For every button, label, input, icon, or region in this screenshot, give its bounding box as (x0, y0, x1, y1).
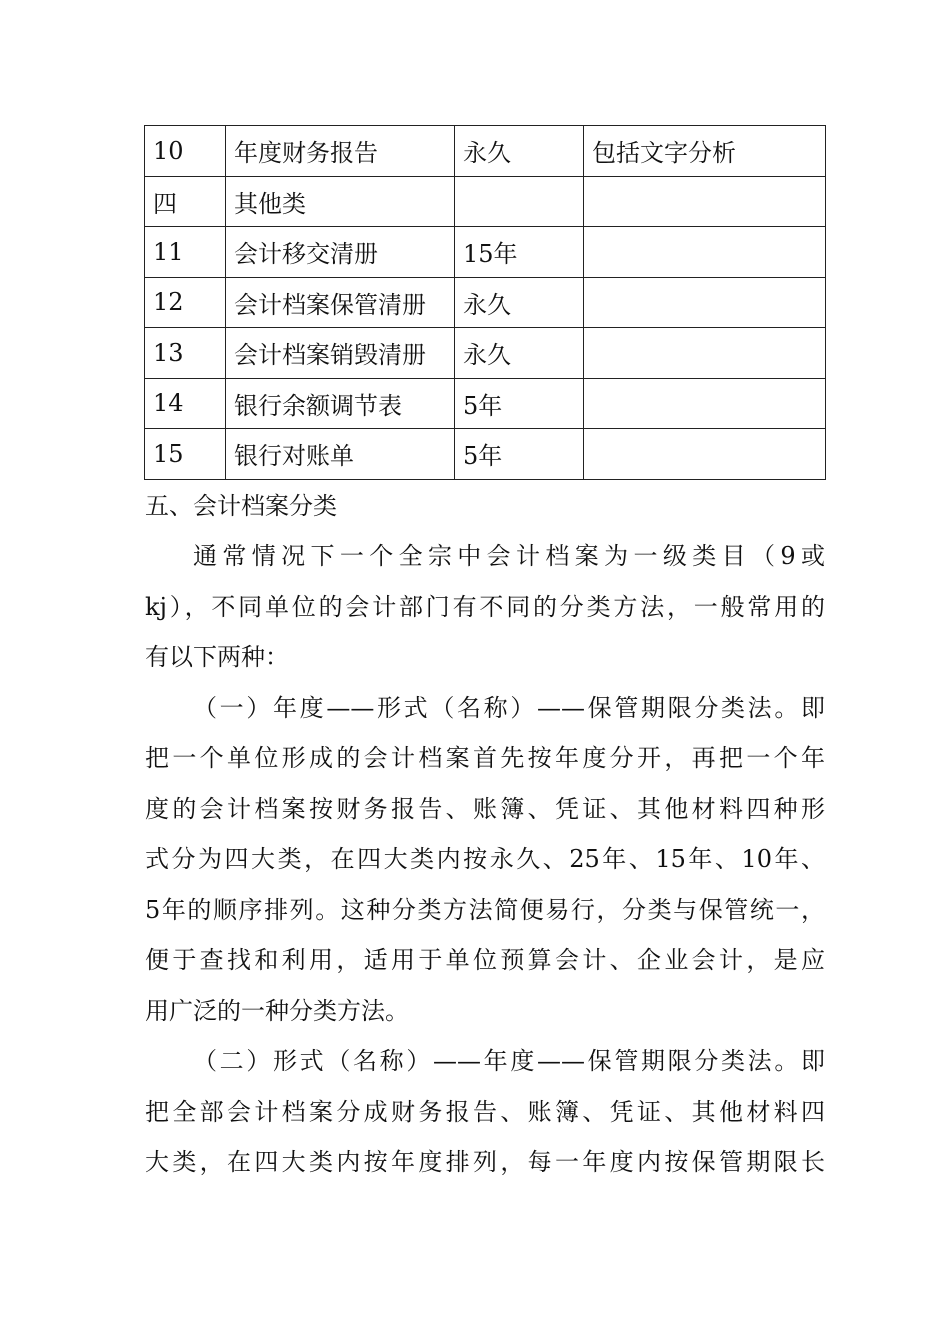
cell-name: 会计档案销毁清册 (226, 328, 455, 379)
paragraph-line: kj），不同单位的会计部门有不同的分类方法，一般常用的 (145, 592, 825, 621)
paragraph-method-two (145, 1036, 825, 1188)
cell-name: 银行对账单 (226, 429, 455, 480)
cell-number: 13 (145, 328, 226, 379)
cell-note (584, 176, 826, 227)
cell-number: 四 (145, 176, 226, 227)
paragraph-line: （二）形式（名称）——年度——保管期限分类法。即 (193, 1047, 825, 1075)
paragraph-line: 通常情况下一个全宗中会计档案为一级类目（9或 (193, 542, 825, 570)
paragraph-intro (145, 531, 825, 683)
cell-retention: 永久 (455, 277, 584, 328)
cell-note (584, 378, 826, 429)
cell-note (584, 429, 826, 480)
table-row (145, 378, 826, 429)
cell-number: 10 (145, 126, 226, 177)
paragraph-method-one (145, 683, 825, 1037)
paragraph-line: 便于查找和利用，适用于单位预算会计、企业会计，是应 (145, 946, 825, 974)
cell-number: 14 (145, 378, 226, 429)
cell-name: 会计移交清册 (226, 227, 455, 278)
cell-note (584, 277, 826, 328)
cell-retention: 永久 (455, 328, 584, 379)
paragraph-line: （一）年度——形式（名称）——保管期限分类法。即 (193, 693, 825, 722)
table-row (145, 277, 826, 328)
cell-retention (455, 176, 584, 227)
table-row (145, 126, 826, 177)
cell-name: 其他类 (226, 176, 455, 227)
cell-retention: 永久 (455, 126, 584, 177)
cell-number: 11 (145, 227, 226, 278)
paragraph-line: 用广泛的一种分类方法。 (145, 996, 409, 1025)
cell-name: 会计档案保管清册 (226, 277, 455, 328)
table-row (145, 429, 826, 480)
retention-table (144, 125, 826, 480)
cell-retention: 5年 (455, 429, 584, 480)
section-heading: 五、会计档案分类 (145, 492, 337, 520)
table-row (145, 227, 826, 278)
paragraph-line: 5年的顺序排列。这种分类方法简便易行，分类与保管统一， (145, 895, 825, 924)
paragraph-line: 式分为四大类，在四大类内按永久、25年、15年、10年、 (145, 845, 825, 873)
cell-retention: 5年 (455, 378, 584, 429)
cell-note (584, 328, 826, 379)
cell-number: 15 (145, 429, 226, 480)
paragraph-line: 把一个单位形成的会计档案首先按年度分开，再把一个年 (145, 744, 825, 772)
table-row (145, 328, 826, 379)
cell-retention: 15年 (455, 227, 584, 278)
body-text (145, 531, 825, 1188)
paragraph-line: 把全部会计档案分成财务报告、账簿、凭证、其他材料四 (145, 1097, 825, 1126)
cell-name: 年度财务报告 (226, 126, 455, 177)
cell-name: 银行余额调节表 (226, 378, 455, 429)
paragraph-line: 有以下两种： (145, 643, 289, 671)
paragraph-line: 大类，在四大类内按年度排列，每一年度内按保管期限长 (145, 1148, 825, 1176)
paragraph-line: 度的会计档案按财务报告、账簿、凭证、其他材料四种形 (145, 794, 825, 823)
cell-note (584, 227, 826, 278)
cell-number: 12 (145, 277, 226, 328)
table-row (145, 176, 826, 227)
cell-note: 包括文字分析 (584, 126, 826, 177)
